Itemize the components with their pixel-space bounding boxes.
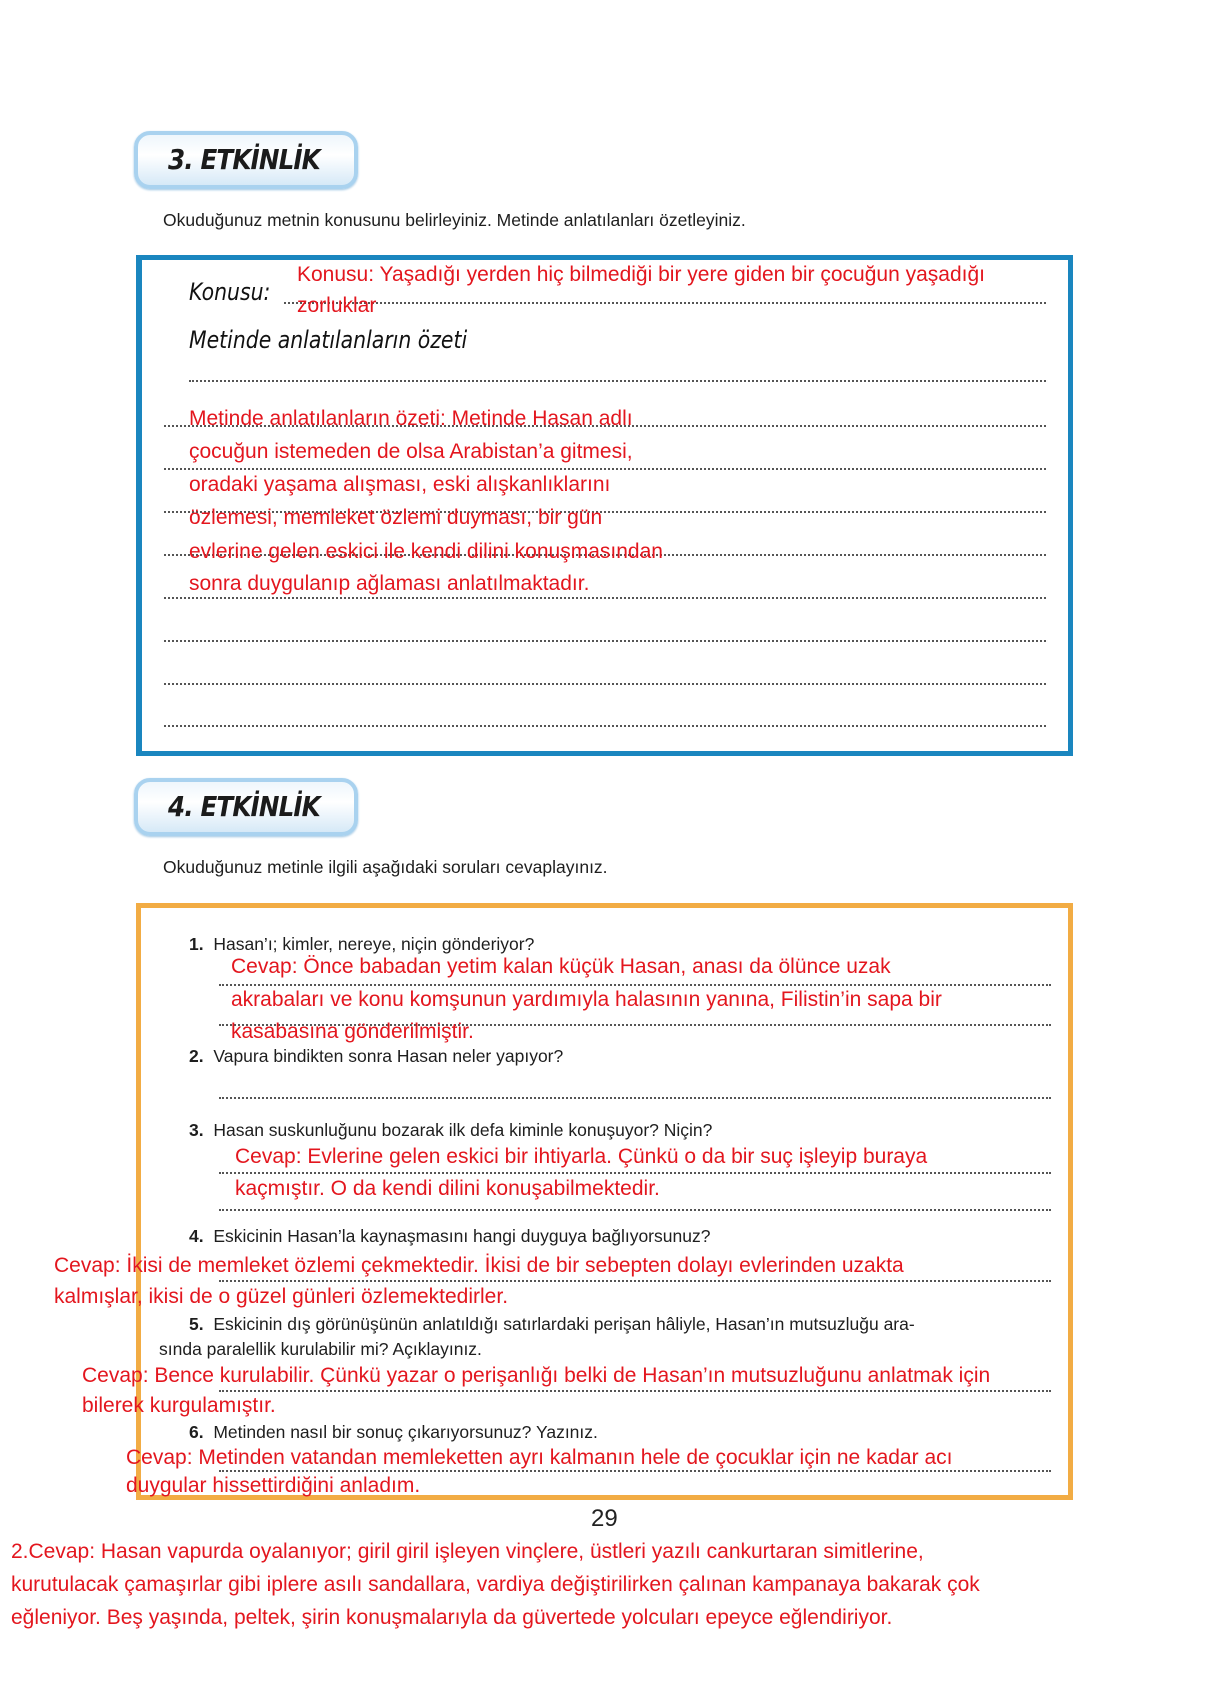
answer-line [284,302,1046,304]
answer-5-line: bilerek kurgulamıştır. [82,1394,276,1417]
activity-4-title: 4. ETKİNLİK [168,790,320,823]
question-1 [189,934,534,954]
activity-3-instruction: Okuduğunuz metnin konusunu belirleyiniz. Metinde anlatılanları özetleyiniz. [163,210,746,230]
question-number: 3. [189,1120,204,1140]
ozet-label: Metinde anlatılanların özeti [189,326,468,354]
bottom-answer-line: kurutulacak çamaşırlar gibi iplere asılı sandallara, vardiya değiştirilirken çalınan kampanaya bakarak çok [11,1573,980,1596]
question-number: 1. [189,934,204,954]
answer-5-line: Cevap: Bence kurulabilir. Çünkü yazar o perişanlığı belki de Hasan’ın mutsuzluğunu anlatmak için [82,1364,991,1387]
answer-line [164,640,1046,642]
ozet-answer-line: Metinde anlatılanların özeti: Metinde Hasan adlı [189,407,633,430]
answer-line [219,1209,1051,1211]
ozet-answer-line: evlerine gelen eskici ile kendi dilini konuşmasından [189,540,663,563]
question-text: Metinden nasıl bir sonuç çıkarıyorsunuz? Yazınız. [213,1422,598,1442]
answer-3-line: kaçmıştır. O da kendi dilini konuşabilmektedir. [235,1177,660,1200]
answer-1-line: akrabaları ve konu komşunun yardımıyla halasının yanına, Filistin’in sapa bir [231,988,942,1011]
answer-4-line: Cevap: İkisi de memleket özlemi çekmektedir. İkisi de bir sebepten dolayı evlerinden uzakta [54,1254,904,1277]
answer-line [219,1470,1051,1472]
question-4 [189,1226,710,1246]
question-5-continued: sında paralellik kurulabilir mi? Açıklayınız. [159,1339,482,1359]
answer-6-line: duygular hissettirdiğini anladım. [126,1474,421,1497]
question-number: 6. [189,1422,204,1442]
question-number: 5. [189,1314,204,1334]
activity-4-instruction: Okuduğunuz metinle ilgili aşağıdaki soruları cevaplayınız. [163,857,608,877]
question-6 [189,1422,598,1442]
answer-line [164,725,1046,727]
answer-line [219,1390,1051,1392]
question-2 [189,1046,563,1066]
answer-4-line: kalmışlar, ikisi de o güzel günleri özlemektedirler. [54,1285,509,1308]
ozet-answer-line: sonra duygulanıp ağlaması anlatılmaktadır. [189,572,590,595]
question-text: Hasan suskunluğunu bozarak ilk defa kiminle konuşuyor? Niçin? [213,1120,713,1140]
answer-line [189,380,1046,382]
answer-line [164,683,1046,685]
question-5 [189,1314,915,1334]
question-text: Eskicinin dış görünüşünün anlatıldığı satırlardaki perişan hâliyle, Hasan’ın mutsuzluğu ara- [213,1314,915,1334]
answer-line [219,984,1051,986]
bottom-answer-line: 2.Cevap: Hasan vapurda oyalanıyor; giril giril işleyen vinçlere, üstleri yazılı cankurtaran simitlerine, [11,1540,924,1563]
answer-line [164,597,1046,599]
ozet-answer-line: oradaki yaşama alışması, eski alışkanlıklarını [189,473,611,496]
konusu-answer: zorluklar [297,294,377,317]
question-text: Hasan’ı; kimler, nereye, niçin gönderiyor? [213,934,535,954]
answer-3-line: Cevap: Evlerine gelen eskici bir ihtiyarla. Çünkü o da bir suç işleyip buraya [235,1145,928,1168]
answer-line [164,468,1046,470]
question-text: Eskicinin Hasan’la kaynaşmasını hangi duyguya bağlıyorsunuz? [213,1226,711,1246]
ozet-answer-line: çocuğun istemeden de olsa Arabistan’a gitmesi, [189,440,633,463]
answer-line [219,1172,1051,1174]
answer-1-line: kasabasına gönderilmiştir. [231,1020,474,1043]
answer-1-line: Cevap: Önce babadan yetim kalan küçük Hasan, anası da ölünce uzak [231,955,891,978]
bottom-answer-line: eğleniyor. Beş yaşında, peltek, şirin konuşmalarıyla da güvertede yolcuları epeyce eğlendiriyor. [11,1606,893,1629]
activity-3-badge [134,131,358,189]
answer-line [219,1097,1051,1099]
question-number: 2. [189,1046,204,1066]
ozet-answer-line: özlemesi, memleket özlemi duyması, bir gün [189,506,603,529]
question-number: 4. [189,1226,204,1246]
konusu-label: Konusu: [189,278,271,306]
question-text: Vapura bindikten sonra Hasan neler yapıyor? [213,1046,564,1066]
page-number: 29 [591,1505,618,1532]
answer-6-line: Cevap: Metinden vatandan memleketten ayrı kalmanın hele de çocuklar için ne kadar acı [126,1446,953,1469]
answer-line [219,1280,1051,1282]
activity-4-badge [134,778,358,836]
activity-3-title: 3. ETKİNLİK [168,143,320,176]
konusu-answer: Konusu: Yaşadığı yerden hiç bilmediği bir yere giden bir çocuğun yaşadığı [297,263,985,286]
question-3 [189,1120,712,1140]
